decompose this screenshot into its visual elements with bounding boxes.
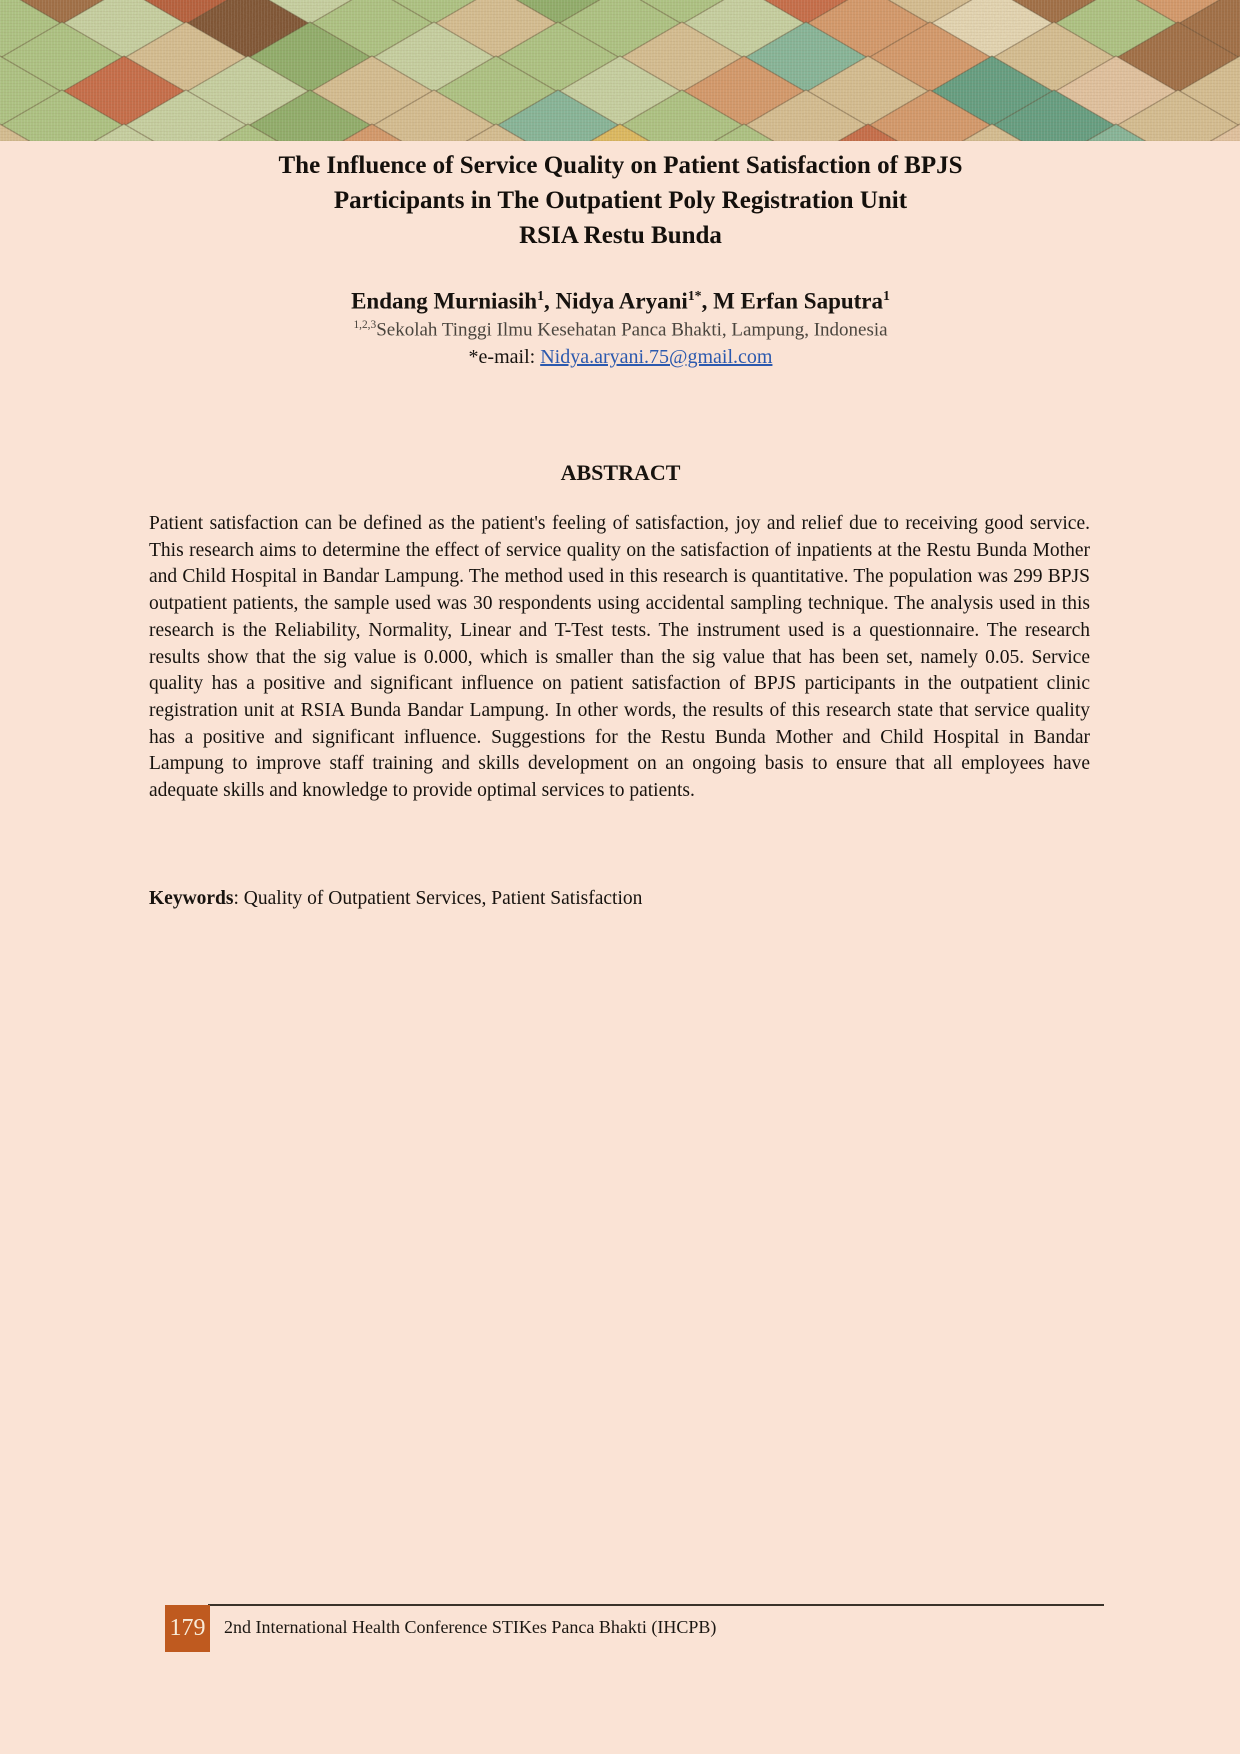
author-separator: , xyxy=(543,288,556,314)
email-line xyxy=(150,345,1091,370)
affiliation-line xyxy=(150,313,1091,342)
abstract-heading: ABSTRACT xyxy=(560,460,681,485)
abstract-body: Patient satisfaction can be defined as the patient's feeling of satisfaction, joy and relief due to receiving good service. This research aims to determine the effect of service quality on the satisfaction of inpatients at the Restu Bunda Mother and Child Hospital in Bandar Lampung. The method used in this research is quantitative. The population was 299 BPJS outpatient patients, the sample used was 30 respondents using accidental sampling technique. The analysis used in this research is the Reliability, Normality, Linear and T-Test tests. The instrument used is a questionnaire. The research results show that the sig value is 0.000, which is smaller than the sig value that has been set, namely 0.05. Service quality has a positive and significant influence on patient satisfaction of BPJS participants in the outpatient clinic registration unit at RSIA Bunda Bandar Lampung. In other words, the results of this research state that service quality has a positive and significant influence. Suggestions for the Restu Bunda Mother and Child Hospital in Bandar Lampung to improve staff training and skills development on an ongoing basis to ensure that all employees have adequate skills and knowledge to provide optimal services to patients. xyxy=(149,513,1090,802)
email-label: *e-mail: xyxy=(468,346,541,368)
paper-title-line1: The Influence of Service Quality on Patient Satisfaction of BPJS xyxy=(278,152,963,179)
paper-title-line3: RSIA Restu Bunda xyxy=(519,222,722,249)
keywords-label: Keywords xyxy=(149,888,234,909)
affiliation-text: Sekolah Tinggi Ilmu Kesehatan Panca Bhakti, Lampung, Indonesia xyxy=(376,319,888,341)
paper-title-line2: Participants in The Outpatient Poly Registration Unit xyxy=(333,187,908,214)
author-3-affiliation-mark: 1 xyxy=(883,288,890,303)
page-number-badge xyxy=(165,1605,210,1652)
author-2-affiliation-mark: 1* xyxy=(687,288,702,303)
footer-rule xyxy=(208,1604,1104,1606)
author-separator: , xyxy=(701,288,714,314)
email-link[interactable]: Nidya.aryani.75@gmail.com xyxy=(540,346,773,368)
page-number: 179 xyxy=(169,1615,206,1641)
author-3: M Erfan Saputra xyxy=(713,288,884,314)
banner-grain-texture xyxy=(0,0,1240,141)
paper-title xyxy=(150,148,1091,253)
author-1: Endang Murniasih xyxy=(351,288,538,314)
header-banner-image xyxy=(0,0,1240,141)
keywords-text: : Quality of Outpatient Services, Patient Satisfaction xyxy=(233,888,643,909)
affiliation-superscript: 1,2,3 xyxy=(353,319,377,331)
author-1-affiliation-mark: 1 xyxy=(537,288,544,303)
authors-line xyxy=(150,282,1091,316)
keywords-line xyxy=(149,886,1090,913)
author-2: Nidya Aryani xyxy=(555,288,688,314)
footer-conference-text: 2nd International Health Conference STIKes Panca Bhakti (IHCPB) xyxy=(224,1617,717,1637)
